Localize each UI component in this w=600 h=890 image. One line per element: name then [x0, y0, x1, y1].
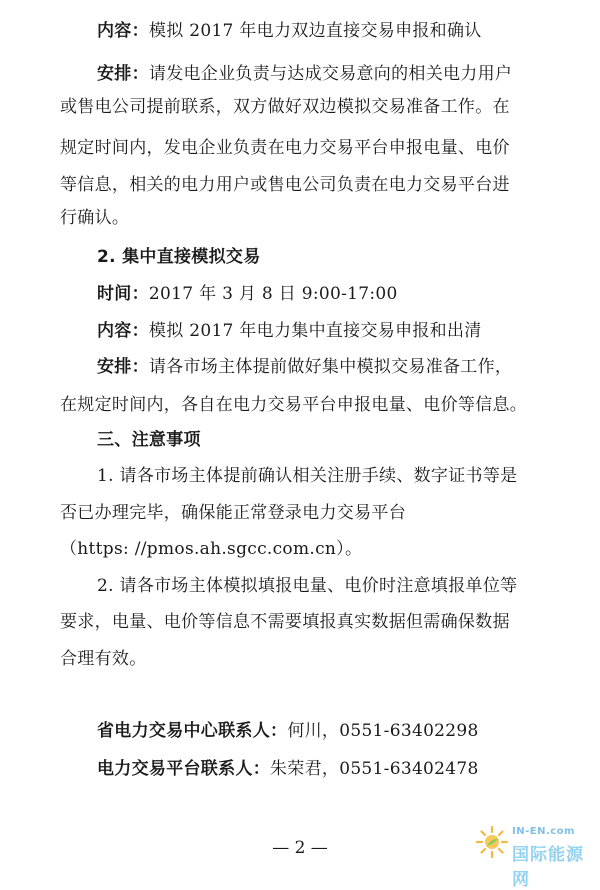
paragraph-line	[97, 63, 597, 85]
paragraph-line: 1. 请各市场主体提前确认相关注册手续、数字证书等是	[97, 466, 518, 486]
paragraph-line	[97, 20, 597, 42]
paragraph-line: 否已办理完毕，确保能正常登录电力交易平台	[60, 503, 406, 523]
paragraph-line: 等信息，相关的电力用户或售电公司负责在电力交易平台进	[60, 175, 510, 195]
field-label: 安排：	[97, 64, 149, 84]
field-text: 模拟 2017 年电力集中直接交易申报和出清	[148, 321, 482, 341]
contact-label: 省电力交易中心联系人：	[97, 721, 288, 741]
field-label: 内容：	[97, 321, 149, 341]
field-text: 请发电企业负责与达成交易意向的相关电力用户	[148, 64, 513, 84]
section-heading: 三、注意事项	[97, 430, 201, 450]
contact-text: 何川，0551-63402298	[287, 721, 479, 741]
contact-text: 朱荣君，0551-63402478	[270, 759, 479, 779]
contact-line	[97, 758, 597, 780]
field-text: 模拟 2017 年电力双边直接交易申报和确认	[148, 21, 482, 41]
paragraph-line: 规定时间内，发电企业负责在电力交易平台申报电量、电价	[60, 138, 510, 158]
watermark-en: IN-EN.com	[512, 826, 575, 837]
paragraph-line: 行确认。	[60, 208, 130, 228]
paragraph-line	[97, 283, 597, 305]
paragraph-line	[97, 320, 597, 342]
field-label: 安排：	[97, 357, 149, 377]
sun-logo-icon	[474, 824, 510, 860]
paragraph-line: 2. 请各市场主体模拟填报电量、电价时注意填报单位等	[97, 576, 518, 596]
field-text: 请各市场主体提前做好集中模拟交易准备工作，	[148, 357, 513, 377]
paragraph-line: 在规定时间内，各自在电力交易平台申报电量、电价等信息。	[60, 395, 528, 415]
paragraph-line: 要求，电量、电价等信息不需要填报真实数据但需确保数据	[60, 612, 510, 632]
field-text: 2017 年 3 月 8 日 9:00-17:00	[148, 284, 398, 304]
watermark-cn: 国际能源网	[512, 845, 584, 890]
field-label: 内容：	[97, 21, 149, 41]
page-number: — 2 —	[272, 838, 328, 858]
paragraph-line: 合理有效。	[60, 649, 147, 669]
field-label: 时间：	[97, 284, 149, 304]
contact-label: 电力交易平台联系人：	[97, 759, 270, 779]
paragraph-line	[97, 356, 597, 378]
watermark-logo	[468, 820, 594, 890]
contact-line	[97, 720, 597, 742]
section-heading: 2. 集中直接模拟交易	[97, 247, 261, 267]
paragraph-line: （https: //pmos.ah.sgcc.com.cn）。	[60, 539, 363, 559]
paragraph-line: 或售电公司提前联系，双方做好双边模拟交易准备工作。在	[60, 97, 510, 117]
